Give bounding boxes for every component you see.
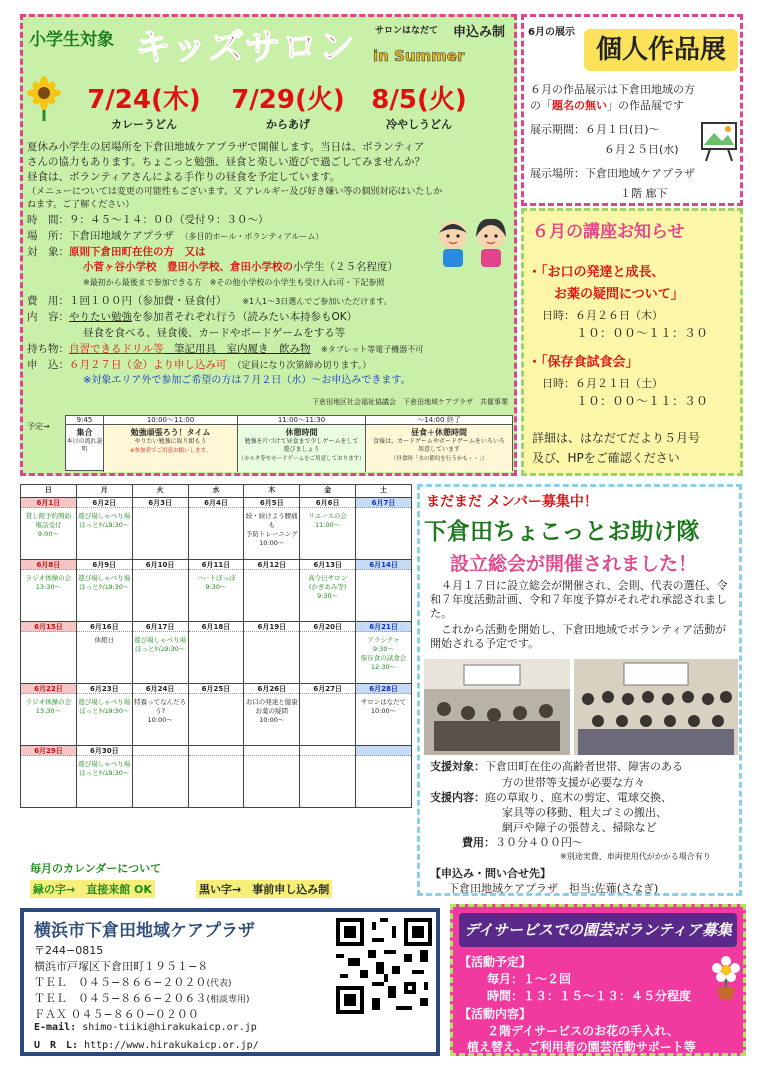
kids-apply-row xyxy=(27,358,371,373)
kids-place-sub: （多目的ホール・ボランティアルーム） xyxy=(184,232,324,241)
garden-content-1: ２階デイサービスのお花の手入れ、 xyxy=(487,1024,679,1038)
help-subtitle: 設立総会が開催されました！ xyxy=(450,553,698,575)
qr-code-icon[interactable] xyxy=(336,918,432,1014)
kids-salon-section xyxy=(20,14,517,476)
calendar-event: ハートぽっぽ 9:30～ xyxy=(196,574,236,591)
calendar-event: サロンはなだて 10:00～ xyxy=(360,698,407,715)
kids-fee-note: ※1人1～3日選んでご参加いただけます。 xyxy=(242,297,392,306)
kids-bring-red: 自習できるドリル等 xyxy=(69,343,164,355)
calendar-body xyxy=(21,498,412,808)
calendar-day-cell xyxy=(21,560,77,622)
calendar-day-cell xyxy=(244,498,300,560)
schedule-time: 10:00～11:00 xyxy=(104,416,237,425)
calendar-event xyxy=(356,756,411,760)
calendar-date: 6月28日 xyxy=(356,684,411,694)
calendar-date xyxy=(133,746,188,756)
calendar-day-header: 日 xyxy=(21,485,77,498)
calendar-legend-title: 毎月のカレンダーについて xyxy=(30,862,162,875)
kids-fee: １回１００円（参加費・昼食付） xyxy=(69,295,222,307)
calendar-date: 6月14日 xyxy=(356,560,411,570)
sunflower-icon xyxy=(27,75,61,121)
schedule-time: 11:00～11:30 xyxy=(238,416,365,425)
lecture-course-1a: ・「お口の発達と成長、 xyxy=(528,265,665,280)
kids-date-1 xyxy=(79,79,209,132)
calendar-day-cell xyxy=(244,684,300,746)
calendar-event: 遊び場しゃべり場 ほっとﾀｲﾑ9:30～ xyxy=(78,698,131,715)
calendar-day-cell xyxy=(300,684,356,746)
lecture-course-2: ・「保存食試食会」 xyxy=(528,355,639,370)
kids-apply-blue: ※対象エリア外で参加ご希望の方は７月２日（水）～お申込みできます。 xyxy=(83,375,411,386)
calendar-day-cell xyxy=(76,684,132,746)
kids-time-row xyxy=(27,213,269,227)
kids-organizer: 下倉田地区社会福祉協議会 下倉田地域ケアプラザ 共催事業 xyxy=(312,398,508,406)
calendar-day-cell xyxy=(356,560,412,622)
help-paragraph-2: これから活動を開始し、下倉田地域でボランティア活動が開始される予定です。 xyxy=(430,623,727,650)
fax-number: ＦＡＸ ０４５−８６０−０２００ xyxy=(34,1008,199,1021)
schedule-slot xyxy=(366,416,512,472)
calendar-date: 6月10日 xyxy=(133,560,188,570)
calendar-event xyxy=(189,694,244,698)
exhibit-label: 6月の展示 xyxy=(528,27,575,38)
calendar-event: 特養ってなんだろう? 10:00～ xyxy=(134,698,187,724)
calendar-date: 6月22日 xyxy=(21,684,76,694)
calendar-event: ラジオ体操の会 13:30～ xyxy=(25,574,72,591)
calendar-date xyxy=(244,746,299,756)
schedule-title: 休憩時間 xyxy=(285,428,318,437)
kids-content-row xyxy=(27,310,357,324)
calendar-date: 6月7日 xyxy=(356,498,411,508)
calendar-event xyxy=(300,632,355,636)
kids-title: キッズサロン xyxy=(135,27,356,68)
calendar-day-cell xyxy=(188,560,244,622)
schedule-desc: 食後は、カードゲームやボードゲームをいろいろ用意しています xyxy=(373,438,505,453)
help-fee-label: 費用： xyxy=(462,836,495,849)
calendar-day-cell xyxy=(244,746,300,808)
calendar-date xyxy=(300,746,355,756)
calendar-event: ラジオ体操の会 13:30～ xyxy=(25,698,72,715)
calendar-date: 6月9日 xyxy=(77,560,132,570)
exhibit-place-2: １階 廊下 xyxy=(620,187,668,200)
calendar-day-cell xyxy=(21,684,77,746)
kids-target-2b: 小学生（２５名程度） xyxy=(293,261,398,273)
calendar-event xyxy=(21,756,76,760)
calendar-date xyxy=(356,746,411,756)
calendar-section xyxy=(20,484,412,875)
calendar-event xyxy=(300,694,355,698)
kids-lead-3: 昼食は、ボランティアさんによる手作りの昼食を予定しています。 xyxy=(27,171,341,183)
calendar-table xyxy=(20,484,412,808)
calendar-event xyxy=(244,756,299,760)
tel-main-note: (代表) xyxy=(206,979,232,989)
calendar-date: 6月18日 xyxy=(189,622,244,632)
calendar-event: リユースの会 11:00～ xyxy=(308,512,347,529)
tel-main xyxy=(34,974,231,990)
calendar-date: 6月24日 xyxy=(133,684,188,694)
calendar-date: 6月26日 xyxy=(244,684,299,694)
calendar-legend-green: 緑の字→ 直接来館 OK xyxy=(30,880,155,898)
calendar-day-cell xyxy=(132,746,188,808)
calendar-day-cell xyxy=(132,622,188,684)
calendar-event xyxy=(133,508,188,512)
lecture-more-1: 詳細は、はなだてだより５月号 xyxy=(532,431,701,445)
exhibit-place xyxy=(530,165,695,181)
children-illustration-icon xyxy=(431,215,515,271)
address: 横浜市戸塚区下倉田町１９５１−８ xyxy=(34,960,209,973)
website xyxy=(34,1036,259,1051)
painting-icon xyxy=(700,121,738,161)
calendar-date: 6月8日 xyxy=(21,560,76,570)
kids-bring-label: 持ち物： xyxy=(27,343,69,355)
website-url[interactable]: http://www.hirakukaicp.or.jp/ xyxy=(84,1040,259,1051)
calendar-date: 6月1日 xyxy=(21,498,76,508)
schedule-time: 9:45 xyxy=(66,416,103,425)
kids-apply-red: ６月２７日（金）より申し込み可 xyxy=(69,359,227,371)
calendar-day-header: 土 xyxy=(356,485,412,498)
kids-place-label: 場 所： xyxy=(27,230,69,242)
calendar-day-cell xyxy=(188,498,244,560)
kids-fee-label: 費 用： xyxy=(27,295,69,307)
calendar-day-header: 木 xyxy=(244,485,300,498)
calendar-day-cell xyxy=(356,684,412,746)
kids-bring-note: ※タブレット等電子機器不可 xyxy=(321,345,424,354)
kids-bring: 筆記用具 室内履き 飲み物 xyxy=(163,343,311,355)
calendar-date: 6月30日 xyxy=(77,746,132,756)
kids-apply-label: 申 込： xyxy=(27,359,69,371)
kids-place-row xyxy=(27,229,323,244)
garden-volunteer-section xyxy=(450,904,746,1056)
lecture-course-2-date: 日時：６月２１日（土） xyxy=(542,377,663,390)
garden-frequency: 毎月：１～２回 xyxy=(487,972,572,986)
schedule-desc: 本日の流れ説明 xyxy=(66,438,103,453)
kids-content-2: 昼食を食べる、昼食後、カードやボードゲームをする等 xyxy=(83,327,346,339)
calendar-day-header: 火 xyxy=(132,485,188,498)
group-photo xyxy=(574,659,738,755)
schedule-slot xyxy=(238,416,366,472)
calendar-date: 6月3日 xyxy=(133,498,188,508)
exhibit-line-2b: 題名の無い xyxy=(552,99,607,112)
calendar-day-cell xyxy=(300,622,356,684)
calendar-event xyxy=(21,632,76,636)
kids-sub1: サロンはなだて xyxy=(375,26,439,36)
kids-date-3 xyxy=(359,79,479,132)
footer-contact xyxy=(20,908,440,1056)
calendar-day-header: 月 xyxy=(76,485,132,498)
calendar-date: 6月13日 xyxy=(300,560,355,570)
schedule-time: ～14:00 終了 xyxy=(366,416,512,425)
tel-consult-note: (相談専用) xyxy=(206,995,250,1005)
calendar-date: 6月12日 xyxy=(244,560,299,570)
calendar-week-row xyxy=(21,498,412,560)
help-content-3: 網戸や障子の張替え、掃除など xyxy=(502,821,657,834)
help-team-section xyxy=(417,484,742,896)
help-fee-note: ※別途実費、車両使用代がかかる場合有り xyxy=(560,852,711,861)
calendar-day-cell xyxy=(21,622,77,684)
calendar-day-cell xyxy=(132,560,188,622)
kids-lead-1: 夏休み小学生の居場所を下倉田地域ケアプラザで開催します。当日は、ボランティア xyxy=(27,141,425,153)
calendar-event xyxy=(244,570,299,574)
exhibit-period-1: ６月１日(日)～ xyxy=(585,123,660,136)
kids-target-note: ※最初から最後まで参加できる方 ※その他小学校の小学生も受け入れ可・下記参照 xyxy=(83,278,385,287)
kids-apply-note: （定員になり次第締め切ります。） xyxy=(237,361,372,371)
kids-target-row-2 xyxy=(83,260,398,274)
garden-plan-label: 【活動予定】 xyxy=(459,955,532,969)
calendar-date: 6月19日 xyxy=(244,622,299,632)
kids-place: 下倉田地域ケアプラザ xyxy=(69,230,174,242)
calendar-event xyxy=(300,756,355,760)
exhibit-period xyxy=(530,121,660,137)
calendar-event xyxy=(189,756,244,760)
calendar-date: 6月6日 xyxy=(300,498,355,508)
kids-target-1: 原則下倉田町在住の方 又は xyxy=(69,246,206,258)
lecture-title: ６月の講座お知らせ xyxy=(532,222,685,242)
calendar-event xyxy=(133,570,188,574)
calendar-event: 貸し館予約開始 電話受付 9:00～ xyxy=(25,512,72,538)
garden-content-label: 【活動内容】 xyxy=(459,1007,532,1021)
calendar-header-row xyxy=(21,485,412,498)
calendar-date: 6月11日 xyxy=(189,560,244,570)
kids-fee-row xyxy=(27,294,392,309)
help-fee xyxy=(462,834,583,850)
calendar-day-cell xyxy=(188,622,244,684)
calendar-day-cell xyxy=(132,498,188,560)
calendar-date: 6月25日 xyxy=(189,684,244,694)
calendar-day-cell xyxy=(356,498,412,560)
calendar-day-cell xyxy=(244,622,300,684)
kids-note-1: （メニューについては変更の可能性もございます。又 アレルギー及び好き嫌い等の個別対応はいたしか xyxy=(27,187,443,197)
calendar-day-cell xyxy=(300,560,356,622)
calendar-day-cell xyxy=(244,560,300,622)
flower-pot-icon xyxy=(709,955,743,999)
kids-content-label: 内 容： xyxy=(27,311,69,323)
calendar-date: 6月4日 xyxy=(189,498,244,508)
calendar-event: 遊び場しゃべり場 ほっとﾀｲﾑ9:30～ xyxy=(78,760,131,777)
help-contact: 下倉田地域ケアプラザ 担当:佐薙(さなぎ) xyxy=(448,882,659,895)
help-content-label: 支援内容： xyxy=(430,791,485,804)
email-label: E-mail: xyxy=(34,1022,77,1033)
calendar-week-row xyxy=(21,622,412,684)
calendar-event: 続・続けよう腰痛も 予防トレーニング 10:00～ xyxy=(245,512,298,547)
calendar-date xyxy=(189,746,244,756)
calendar-day-cell xyxy=(300,498,356,560)
lecture-section xyxy=(521,208,743,476)
calendar-day-cell xyxy=(188,746,244,808)
kids-lead-2: さんの協力もあります。ちょこっと勉強、昼食と楽しい遊びで過ごしてみませんか？ xyxy=(27,156,425,168)
email xyxy=(34,1022,257,1033)
calendar-date: 6月29日 xyxy=(21,746,76,756)
kids-date-2 xyxy=(223,79,353,132)
schedule-title: 昼食＋休憩時間 xyxy=(411,428,467,437)
calendar-event xyxy=(244,632,299,636)
tel-consult-number: ＴＥＬ ０４５−８６６−２０６３ xyxy=(34,992,207,1005)
calendar-event: アラシテャ 9:30～ 保存食の試食会 12:30～ xyxy=(360,636,407,671)
calendar-day-cell xyxy=(21,746,77,808)
exhibit-line-2 xyxy=(530,97,684,113)
calendar-day-cell xyxy=(356,746,412,808)
help-target-1: 下倉田町在住の高齢者世帯、障害のある xyxy=(485,760,683,773)
calendar-day-cell xyxy=(76,560,132,622)
calendar-week-row xyxy=(21,560,412,622)
kids-content-1a: やりたい勉強 xyxy=(69,311,132,323)
calendar-day-header: 金 xyxy=(300,485,356,498)
help-badge: まだまだ メンバー募集中！ xyxy=(426,494,598,510)
kids-content-1b: を参加者それぞれ行う（読みたい本持参もOK） xyxy=(132,311,358,323)
lecture-course-1-date: 日時：６月２６日（木） xyxy=(542,309,663,322)
calendar-event: 遊び場しゃべり場 ほっとﾀｲﾑ9:30～ xyxy=(134,636,187,653)
calendar-day-cell xyxy=(21,498,77,560)
calendar-event: 休館日 xyxy=(94,636,115,644)
help-fee-value: ３０分４００円～ xyxy=(495,836,583,849)
calendar-event xyxy=(356,570,411,574)
calendar-day-cell xyxy=(76,622,132,684)
calendar-date: 6月23日 xyxy=(77,684,132,694)
schedule-slot xyxy=(66,416,104,472)
tel-consult xyxy=(34,990,249,1006)
exhibit-place-label: 展示場所： xyxy=(530,167,585,180)
calendar-day-cell xyxy=(300,746,356,808)
email-address[interactable]: shimo-tiiki@hirakukaicp.or.jp xyxy=(82,1022,257,1033)
lecture-more-2: 及び、HPをご確認ください xyxy=(532,451,680,465)
kids-target-label: 対 象： xyxy=(27,246,69,258)
calendar-week-row xyxy=(21,746,412,808)
kids-sub2: in Summer xyxy=(373,47,465,65)
calendar-date: 6月20日 xyxy=(300,622,355,632)
garden-title: デイサービスでの園芸ボランティア募集 xyxy=(459,913,737,947)
schedule-desc: やりたい勉強に取り組もう xyxy=(134,438,207,445)
schedule-note: （昼食時「水の節約を行うかも・・」） xyxy=(390,456,488,462)
help-content xyxy=(430,789,672,805)
calendar-date: 6月2日 xyxy=(77,498,132,508)
calendar-date: 6月16日 xyxy=(77,622,132,632)
calendar-date: 6月21日 xyxy=(356,622,411,632)
calendar-date: 6月15日 xyxy=(21,622,76,632)
website-label: U R L: xyxy=(34,1040,79,1051)
kids-target-2a: 小菅ヶ谷小学校 豊田小学校、倉田小学校の xyxy=(83,261,293,273)
tel-main-number: ＴＥＬ ０４５−８６６−２０２０ xyxy=(34,976,207,989)
calendar-event: お口の発達と健康 お薬の疑問 10:00～ xyxy=(245,698,298,724)
calendar-event xyxy=(133,756,188,760)
exhibit-place-1: 下倉田地域ケアプラザ xyxy=(585,167,695,180)
calendar-event xyxy=(356,508,411,512)
schedule-label: 予定→ xyxy=(27,422,50,431)
garden-time: 時間：１３：１５～１３：４５分程度 xyxy=(487,989,692,1003)
schedule-note: ※参加者でご用意お願いします。 xyxy=(129,448,212,454)
lecture-course-2-time: １０：００～１１：３０ xyxy=(576,394,709,408)
calendar-day-header: 水 xyxy=(188,485,244,498)
exhibit-section xyxy=(521,14,743,206)
exhibit-line-2a: の「 xyxy=(530,99,552,112)
exhibit-title: 個人作品展 xyxy=(584,29,738,71)
facility-name: 横浜市下倉田地域ケアプラザ xyxy=(34,921,255,941)
calendar-day-cell xyxy=(188,684,244,746)
calendar-event: 遊び場しゃべり場 ほっとﾀｲﾑ9:30～ xyxy=(78,512,131,529)
kids-time-label: 時 間： xyxy=(27,214,69,226)
calendar-date: 6月17日 xyxy=(133,622,188,632)
calendar-day-cell xyxy=(76,746,132,808)
lecture-course-1-time: １０：００～１１：３０ xyxy=(576,326,709,340)
help-content-1: 庭の草取り、庭木の剪定、電球交換、 xyxy=(485,791,672,804)
calendar-day-cell xyxy=(132,684,188,746)
kids-note-2: ねます。ご了解ください） xyxy=(27,200,135,210)
help-paragraph-1: ４月１７日に設立総会が開催され、会則、代表の選任、令和７年度活動計画、令和７年度予算がそれぞれ承認されました。 xyxy=(430,579,728,620)
help-target-label: 支援対象： xyxy=(430,760,485,773)
schedule-table xyxy=(65,415,513,471)
calendar-legend-black: 黒い字→ 事前申し込み制 xyxy=(196,880,332,898)
kids-date-2-label: 7/29(火) xyxy=(231,85,345,115)
kids-target-tag: 小学生対象 xyxy=(29,30,114,50)
kids-date-1-menu: カレーうどん xyxy=(111,118,177,131)
calendar-day-cell xyxy=(356,622,412,684)
exhibit-line-1: ６月の作品展示は下倉田地域の方 xyxy=(530,83,695,96)
help-target xyxy=(430,759,683,774)
help-contact-title: 【申込み・問い合せ先】 xyxy=(430,867,551,880)
exhibit-period-label: 展示期間： xyxy=(530,123,585,136)
schedule-note: （カルタ等やカードゲームをご用意しております） xyxy=(238,456,365,462)
help-content-2: 家具等の移動、粗大ゴミの搬出、 xyxy=(502,806,667,819)
calendar-date: 6月27日 xyxy=(300,684,355,694)
kids-date-3-menu: 冷やしうどん xyxy=(386,118,452,131)
zip-code: 〒244−0815 xyxy=(34,944,104,957)
schedule-title: 勉強頑張ろう！タイム xyxy=(130,428,211,437)
kids-target-row xyxy=(27,245,206,259)
kids-sub3: 申込み制 xyxy=(453,25,506,40)
calendar-event: 高今日サロン (かぎあみ等) 9:30～ xyxy=(308,574,348,600)
meeting-photo xyxy=(424,659,570,755)
kids-date-2-menu: からあげ xyxy=(266,118,310,131)
calendar-week-row xyxy=(21,684,412,746)
schedule-title: 集合 xyxy=(76,428,93,437)
calendar-date: 6月5日 xyxy=(244,498,299,508)
exhibit-period-2: ６月２５日(水) xyxy=(604,143,679,156)
schedule-desc: 勉強を片づけて昼食まで少しゲームをして遊びましょう xyxy=(244,438,359,453)
calendar-event xyxy=(189,508,244,512)
kids-time: ９：４５～１４：００（受付９：３０～） xyxy=(69,214,269,226)
garden-content-2: 植え替え、ご利用者の園芸活動サポート等 xyxy=(467,1040,696,1054)
help-title: 下倉田ちょこっとお助け隊 xyxy=(424,519,700,545)
calendar-event xyxy=(189,632,244,636)
kids-date-3-label: 8/5(火) xyxy=(371,85,467,115)
lecture-course-1b: お薬の疑問について」 xyxy=(554,287,684,302)
exhibit-line-2c: 」の作品展です xyxy=(607,99,684,112)
calendar-day-cell xyxy=(76,498,132,560)
schedule-slot xyxy=(104,416,238,472)
calendar-event: 遊び場しゃべり場 ほっとﾀｲﾑ9:30～ xyxy=(78,574,131,591)
kids-date-1-label: 7/24(木) xyxy=(87,85,201,115)
kids-bring-row xyxy=(27,342,423,357)
help-target-2: 方の世帯等支援が必要な方々 xyxy=(502,776,645,789)
